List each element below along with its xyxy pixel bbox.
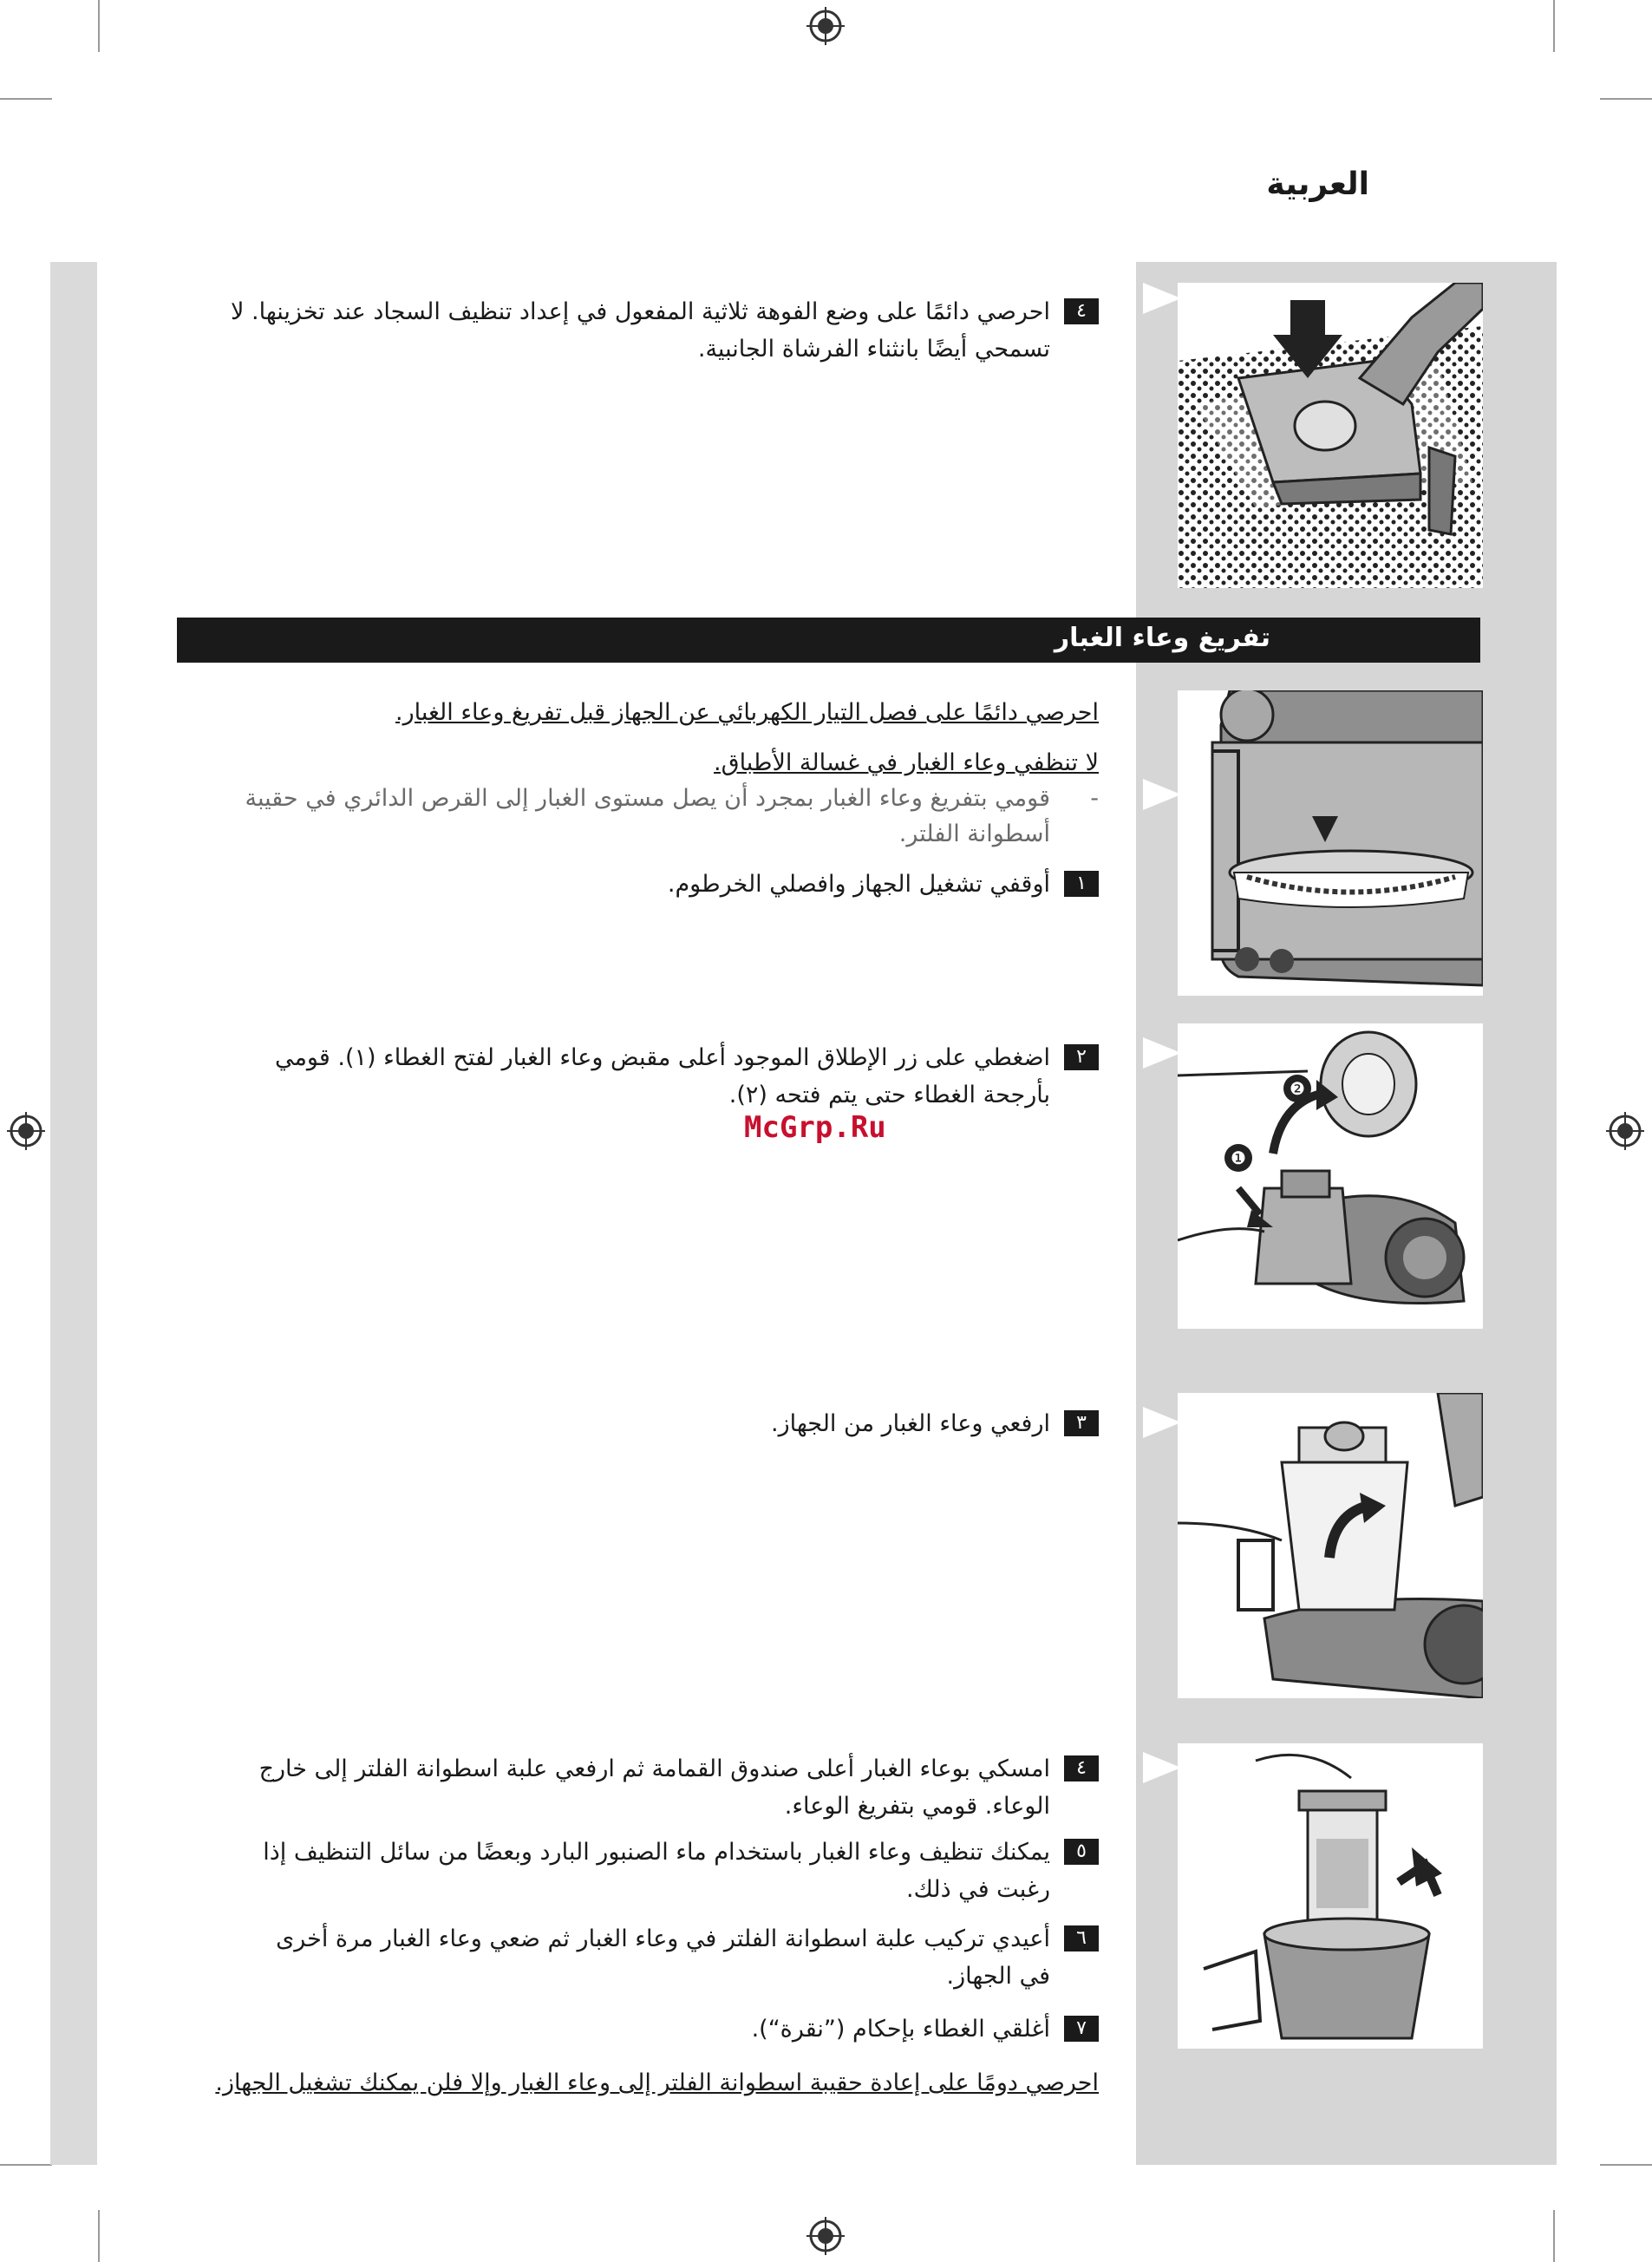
dust-container-level-figure (1178, 690, 1483, 996)
figure-pointer (1143, 1037, 1181, 1069)
figure-pointer (1143, 779, 1181, 810)
step-number: ٣ (1064, 1410, 1099, 1436)
registration-mark-icon (1606, 1112, 1644, 1150)
crop-mark (1553, 0, 1555, 52)
step-1 (214, 866, 1099, 905)
dash-text: قومي بتفريغ وعاء الغبار بمجرد أن يصل مستوى الغبار إلى القرص الدائري في حقيبة أسطوانة الفلتر. (245, 785, 1050, 847)
step-3 (214, 1405, 1099, 1445)
intro-step (214, 293, 1099, 371)
warning-text: احرصي دائمًا على فصل التيار الكهربائي عن الجهاز قبل تفريغ وعاء الغبار. (395, 699, 1099, 726)
step-number: ٢ (1064, 1044, 1099, 1070)
step-number: ٤ (1064, 1755, 1099, 1781)
step-number: ٥ (1064, 1839, 1099, 1865)
step-text: ارفعي وعاء الغبار من الجهاز. (770, 1410, 1050, 1437)
step-number: ٧ (1064, 2016, 1099, 2042)
step-text: أعيدي تركيب علبة اسطوانة الفلتر في وعاء الغبار ثم ضعي وعاء الغبار مرة أخرى في الجهاز. (276, 1925, 1050, 1990)
warning-text: لا تنظفي وعاء الغبار في غسالة الأطباق. (714, 749, 1099, 776)
step-2 (214, 1039, 1099, 1117)
open-lid-figure (1178, 1023, 1483, 1329)
crop-mark (1600, 2164, 1652, 2166)
registration-mark-icon (7, 1112, 45, 1150)
dash-marker: - (1090, 785, 1099, 812)
step-4 (214, 1750, 1099, 1828)
step-number: ٦ (1064, 1925, 1099, 1951)
crop-mark (0, 98, 52, 100)
figure-pointer (1143, 283, 1181, 314)
step-text: اضغطي على زر الإطلاق الموجود أعلى مقبض وعاء الغبار لفتح الغطاء (١). قومي بأرجحة الغطاء حتى يتم فتحه (٢). (274, 1044, 1050, 1108)
left-margin-band (50, 262, 97, 2165)
step-number: ١ (1064, 871, 1099, 897)
figure-pointer (1143, 1407, 1181, 1438)
section-title: تفريغ وعاء الغبار (1054, 623, 1270, 653)
step-text: أغلقي الغطاء بإحكام (”نقرة“). (751, 2016, 1050, 2043)
warning-text: احرصي دومًا على إعادة حقيبة اسطوانة الفلتر إلى وعاء الغبار وإلا فلن يمكنك تشغيل الجهاز. (215, 2069, 1099, 2096)
crop-mark (98, 2210, 100, 2262)
step-text: يمكنك تنظيف وعاء الغبار باستخدام ماء الصنبور البارد وبعضًا من سائل التنظيف إذا رغبت في ذلك. (263, 1839, 1050, 1903)
watermark: McGrp.Ru (744, 1110, 886, 1145)
registration-mark-icon (806, 2217, 845, 2255)
step-7 (214, 2010, 1099, 2050)
crop-mark (98, 0, 100, 52)
figure-pointer (1143, 1752, 1181, 1783)
language-title: العربية (1266, 167, 1369, 202)
step-6 (214, 1920, 1099, 1998)
crop-mark (1600, 98, 1652, 100)
crop-mark (0, 2164, 52, 2166)
step-text: امسكي بوعاء الغبار أعلى صندوق القمامة ثم ارفعي علبة اسطوانة الفلتر إلى خارج الوعاء. قومي بتفريغ الوعاء. (258, 1755, 1050, 1820)
empty-container-figure (1178, 1743, 1483, 2049)
step-text: احرصي دائمًا على وضع الفوهة ثلاثية المفعول في إعداد تنظيف السجاد عند تخزينها. لا تسمحي أيضًا بانثناء الفرشاة الجانبية. (231, 298, 1050, 363)
step-5 (214, 1834, 1099, 1912)
step-text: أوقفي تشغيل الجهاز وافصلي الخرطوم. (667, 871, 1050, 898)
registration-mark-icon (806, 7, 845, 45)
nozzle-carpet-figure (1178, 283, 1483, 588)
dash-item (214, 781, 1099, 855)
lift-container-figure (1178, 1393, 1483, 1698)
figure-label: ❶ (1231, 1147, 1246, 1168)
crop-mark (1553, 2210, 1555, 2262)
step-number: ٤ (1064, 298, 1099, 324)
section-heading-bar (177, 618, 1480, 663)
figure-label: ❷ (1290, 1078, 1305, 1099)
